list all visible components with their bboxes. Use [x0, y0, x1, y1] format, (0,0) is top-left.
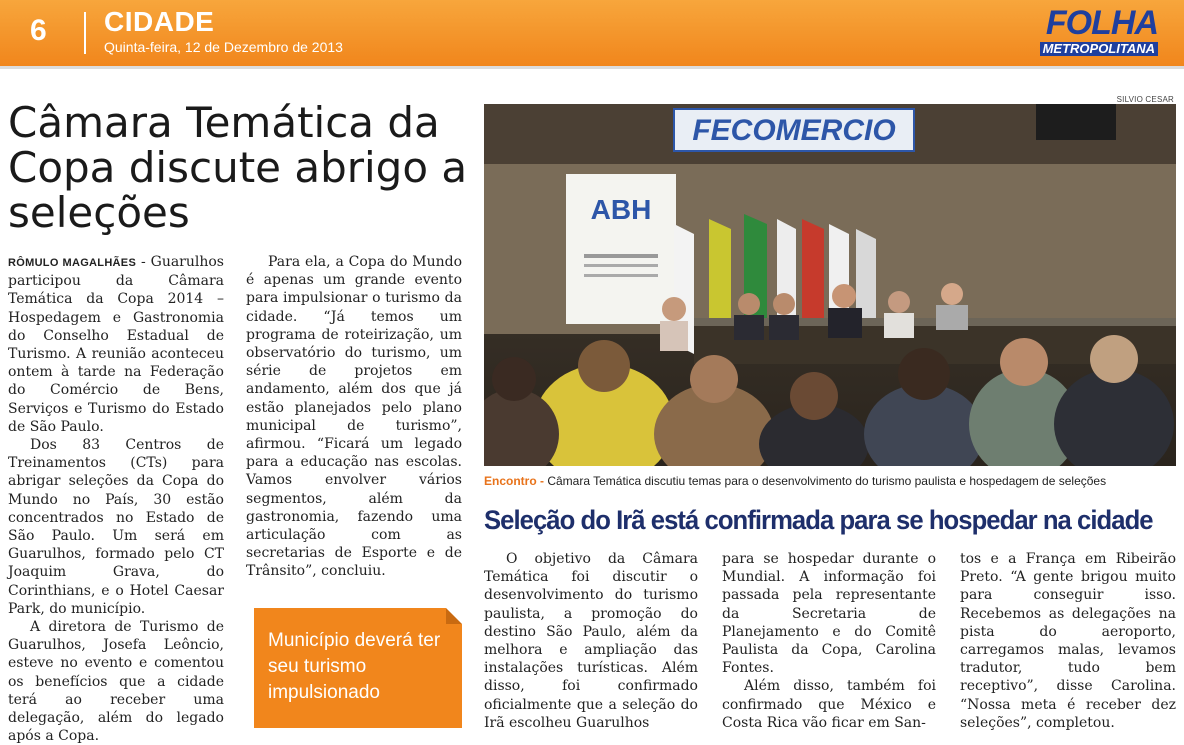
pull-quote-fold [446, 608, 462, 624]
paragraph: O objetivo da Câmara Temática foi discutir o desenvolvimento do turismo paulista, a promoção do destino São Paulo, além da melhora e ampliação das instalações turísticas. Além disso, foi confirmado oficialmente que a seleção do Irã escolheu Guarulhos [484, 551, 698, 731]
paragraph: para se hospedar durante o Mundial. A informação foi passada pela representante da Secretaria de Planejamento e do Comitê Paulista da Copa, Carolina Fontes. [722, 551, 936, 677]
photo-credit: SILVIO CESAR [1116, 95, 1174, 104]
paragraph: Além disso, também foi confirmado que México e Costa Rica vão ficar em San- [722, 678, 936, 731]
pull-quote [246, 608, 462, 728]
logo-subtitle: METROPOLITANA [1040, 42, 1158, 56]
byline: RÔMULO MAGALHÃES [8, 257, 137, 269]
event-photo [484, 104, 1176, 466]
issue-date: Quinta-feira, 12 de Dezembro de 2013 [104, 39, 343, 55]
article-column-5 [960, 550, 1176, 732]
article-column-2 [246, 253, 462, 581]
paragraph: A diretora de Turismo de Guarulhos, Josefa Leôncio, esteve no evento e comentou os benefícios que a cidade terá ao receber uma delegação, além do legado após a Copa. [8, 619, 224, 745]
logo-wordmark: FOLHA [1045, 4, 1158, 42]
page-header [0, 0, 1184, 66]
article-column-1 [8, 253, 224, 745]
article-column-3 [484, 550, 698, 732]
banner-abh-text: ABH [590, 194, 652, 225]
secondary-headline: Seleção do Irã está confirmada para se hospedar na cidade [484, 505, 1153, 535]
article-headline: Câmara Temática da Copa discute abrigo a seleções [8, 98, 468, 237]
banner-text: FECOMERCIO [692, 114, 896, 147]
article-column-4 [722, 550, 936, 732]
photo-caption [484, 474, 1176, 488]
caption-tag: Encontro - [484, 474, 544, 488]
paragraph: tos e a França em Ribeirão Preto. “A gente brigou muito para conseguir isso. Recebemos as delegações na pista do aeroporto, carregamos malas, levamos tradutor, tudo bem receptivo”, disse Carolina. “Nossa meta é receber dez seleções”, completou. [960, 551, 1176, 731]
newspaper-logo [1034, 6, 1158, 58]
meeting-photo-illustration [484, 104, 1176, 466]
pull-quote-text: Município deverá ter seu turismo impulsionado [268, 630, 441, 703]
header-divider [84, 12, 86, 54]
section-title: CIDADE [104, 6, 215, 37]
caption-text: Câmara Temática discutiu temas para o desenvolvimento do turismo paulista e hospedagem de seleções [544, 474, 1107, 488]
paragraph: Dos 83 Centros de Treinamentos (CTs) para abrigar seleções da Copa do Mundo no País, 30 estão concentrados no Estado de São Paulo. Um será em Guarulhos, formado pelo CT Joaquim Grava, do Corinthians, e o Hotel Caesar Park, do município. [8, 437, 224, 617]
page-number: 6 [30, 14, 47, 47]
paragraph-text: - Guarulhos participou da Câmara Temática da Copa 2014 – Hospedagem e Gastronomia do Conselho Estadual de Turismo. A reunião aconteceu ontem à tarde na Federação do Comércio de Bens, Serviços e Turismo do Estado de São Paulo. [8, 254, 224, 435]
paragraph: Para ela, a Copa do Mundo é apenas um grande evento para impulsionar o turismo da cidade. “Já temos um programa de roteirização, um observatório do turismo, um série de projetos em andamento, além dos que já estão planejados pelo plano municipal de turismo”, afirmou. “Ficará um legado para a educação nas escolas. Vamos envolver vários segmentos, além da gastronomia, fazendo uma articulação com as secretarias de Esporte e de Trânsito”, concluiu. [246, 254, 462, 580]
header-rule [0, 66, 1184, 69]
paragraph [8, 253, 224, 436]
